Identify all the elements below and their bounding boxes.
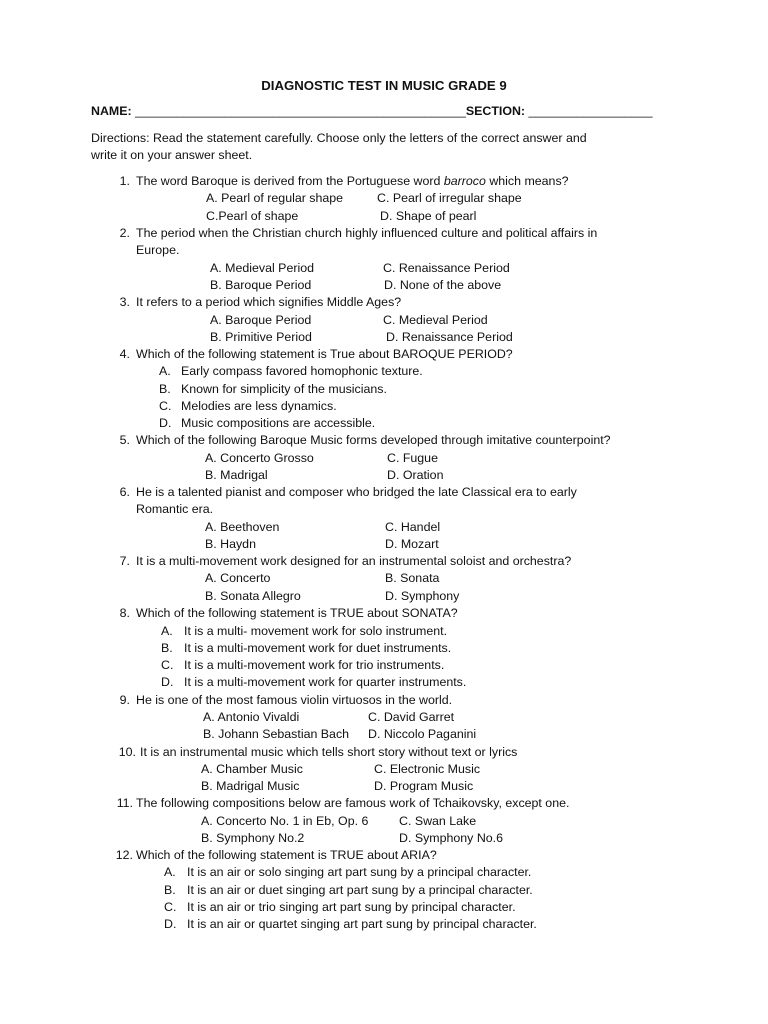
option-label: C. — [164, 900, 177, 914]
option-b: B. Symphony No.2 — [201, 831, 305, 845]
option-text: Melodies are less dynamics. — [181, 399, 337, 413]
option-d: D. Oration — [387, 468, 444, 482]
option-b: B. Haydn — [205, 537, 256, 551]
question-number: 7. — [119, 554, 130, 568]
question-6-text-line-1: He is a talented pianist and composer who bridged the late Classical era to early — [136, 485, 577, 499]
option-a: A. Baroque Period — [210, 313, 312, 327]
option-c: C. Fugue — [387, 451, 438, 465]
option-b: B. Johann Sebastian Bach — [203, 727, 350, 741]
option-label: C. — [161, 658, 174, 672]
question-5-text: Which of the following Baroque Music forms developed through imitative counterpoint? — [136, 433, 611, 447]
question-number: 5. — [119, 433, 130, 447]
directions-line-2: write it on your answer sheet. — [91, 148, 253, 162]
option-label: D. — [164, 917, 177, 931]
question-11-text: The following compositions below are famous work of Tchaikovsky, except one. — [136, 796, 570, 810]
question-number: 8. — [119, 606, 130, 620]
option-a: A. Chamber Music — [201, 762, 303, 776]
option-label: A. — [159, 364, 171, 378]
option-c: C. David Garret — [368, 710, 455, 724]
option-c: C. Medieval Period — [383, 313, 488, 327]
directions-line-1: Directions: Read the statement carefully. Choose only the letters of the correct answer and — [91, 131, 587, 145]
question-number: 6. — [119, 485, 130, 499]
option-b: B. Madrigal — [205, 468, 268, 482]
question-12-text: Which of the following statement is TRUE about ARIA? — [136, 848, 437, 862]
question-2-text-line-2: Europe. — [136, 243, 180, 257]
section-blank: __________________ — [528, 104, 653, 118]
option-c: C. Handel — [385, 520, 441, 534]
question-7-text: It is a multi-movement work designed for an instrumental soloist and orchestra? — [136, 554, 572, 568]
question-4-text: Which of the following statement is True about BAROQUE PERIOD? — [136, 347, 513, 361]
option-d: D. None of the above — [384, 278, 502, 292]
name-section-line — [91, 104, 653, 118]
section-label: SECTION: — [465, 104, 526, 118]
option-d: D. Symphony — [385, 589, 460, 603]
question-2-text-line-1: The period when the Christian church highly influenced culture and political affairs in — [136, 226, 598, 240]
question-number: 12. — [115, 848, 133, 862]
page-title: DIAGNOSTIC TEST IN MUSIC GRADE 9 — [261, 78, 507, 93]
option-a: A. Pearl of regular shape — [206, 191, 344, 205]
question-text-part: The word Baroque is derived from the Portuguese word — [136, 174, 444, 188]
option-text: It is an air or duet singing art part sung by a principal character. — [187, 883, 533, 897]
name-blank: ________________________________________________ — [135, 104, 466, 118]
option-b: B. Sonata Allegro — [205, 589, 301, 603]
option-c: C. Electronic Music — [374, 762, 481, 776]
question-number: 3. — [119, 295, 130, 309]
option-label: B. — [164, 883, 176, 897]
option-b: B. Madrigal Music — [201, 779, 300, 793]
question-number: 1. — [119, 174, 130, 188]
option-d: D. Program Music — [374, 779, 474, 793]
option-text: It is an air or solo singing art part sung by a principal character. — [187, 865, 532, 879]
option-c: B. Sonata — [385, 571, 440, 585]
option-c: C. Renaissance Period — [383, 261, 510, 275]
question-number: 4. — [119, 347, 130, 361]
option-label: C. — [159, 399, 172, 413]
option-b: B. Baroque Period — [210, 278, 312, 292]
question-text-part: which means? — [485, 174, 569, 188]
option-text: Music compositions are accessible. — [181, 416, 376, 430]
option-c: C. Pearl of irregular shape — [377, 191, 522, 205]
question-1-text — [136, 174, 569, 188]
question-number: 11. — [116, 796, 133, 810]
option-text: It is an air or trio singing art part sung by principal character. — [187, 900, 516, 914]
option-label: D. — [159, 416, 172, 430]
question-number: 10. — [118, 745, 136, 759]
option-b: C.Pearl of shape — [206, 209, 299, 223]
option-text: It is a multi- movement work for solo instrument. — [184, 624, 448, 638]
option-d: D. Renaissance Period — [386, 330, 513, 344]
option-text: It is a multi-movement work for quarter instruments. — [184, 675, 467, 689]
question-3-text: It refers to a period which signifies Middle Ages? — [136, 295, 402, 309]
option-d: D. Mozart — [385, 537, 439, 551]
option-a: A. Concerto Grosso — [205, 451, 314, 465]
option-d: D. Shape of pearl — [380, 209, 477, 223]
question-10-text: It is an instrumental music which tells short story without text or lyrics — [140, 745, 518, 759]
option-label: B. — [159, 382, 171, 396]
option-label: A. — [164, 865, 176, 879]
question-text-italic: barroco — [443, 174, 486, 188]
question-8-text: Which of the following statement is TRUE about SONATA? — [136, 606, 458, 620]
option-a: A. Concerto — [205, 571, 271, 585]
option-text: Known for simplicity of the musicians. — [181, 382, 387, 396]
option-d: D. Niccolo Paganini — [368, 727, 477, 741]
option-text: Early compass favored homophonic texture. — [181, 364, 423, 378]
question-9-text: He is one of the most famous violin virtuosos in the world. — [136, 693, 453, 707]
option-d: D. Symphony No.6 — [399, 831, 503, 845]
option-a: A. Beethoven — [205, 520, 280, 534]
option-c: C. Swan Lake — [399, 814, 477, 828]
name-label: NAME: — [91, 104, 132, 118]
option-a: A. Concerto No. 1 in Eb, Op. 6 — [201, 814, 369, 828]
option-text: It is a multi-movement work for trio instruments. — [184, 658, 445, 672]
option-text: It is an air or quartet singing art part sung by principal character. — [187, 917, 537, 931]
option-a: A. Antonio Vivaldi — [203, 710, 300, 724]
question-number: 9. — [119, 693, 130, 707]
option-label: B. — [161, 641, 173, 655]
question-6-text-line-2: Romantic era. — [136, 502, 214, 516]
question-number: 2. — [119, 226, 130, 240]
option-text: It is a multi-movement work for duet instruments. — [184, 641, 452, 655]
option-b: B. Primitive Period — [210, 330, 312, 344]
option-a: A. Medieval Period — [210, 261, 314, 275]
option-label: A. — [161, 624, 173, 638]
option-label: D. — [161, 675, 174, 689]
